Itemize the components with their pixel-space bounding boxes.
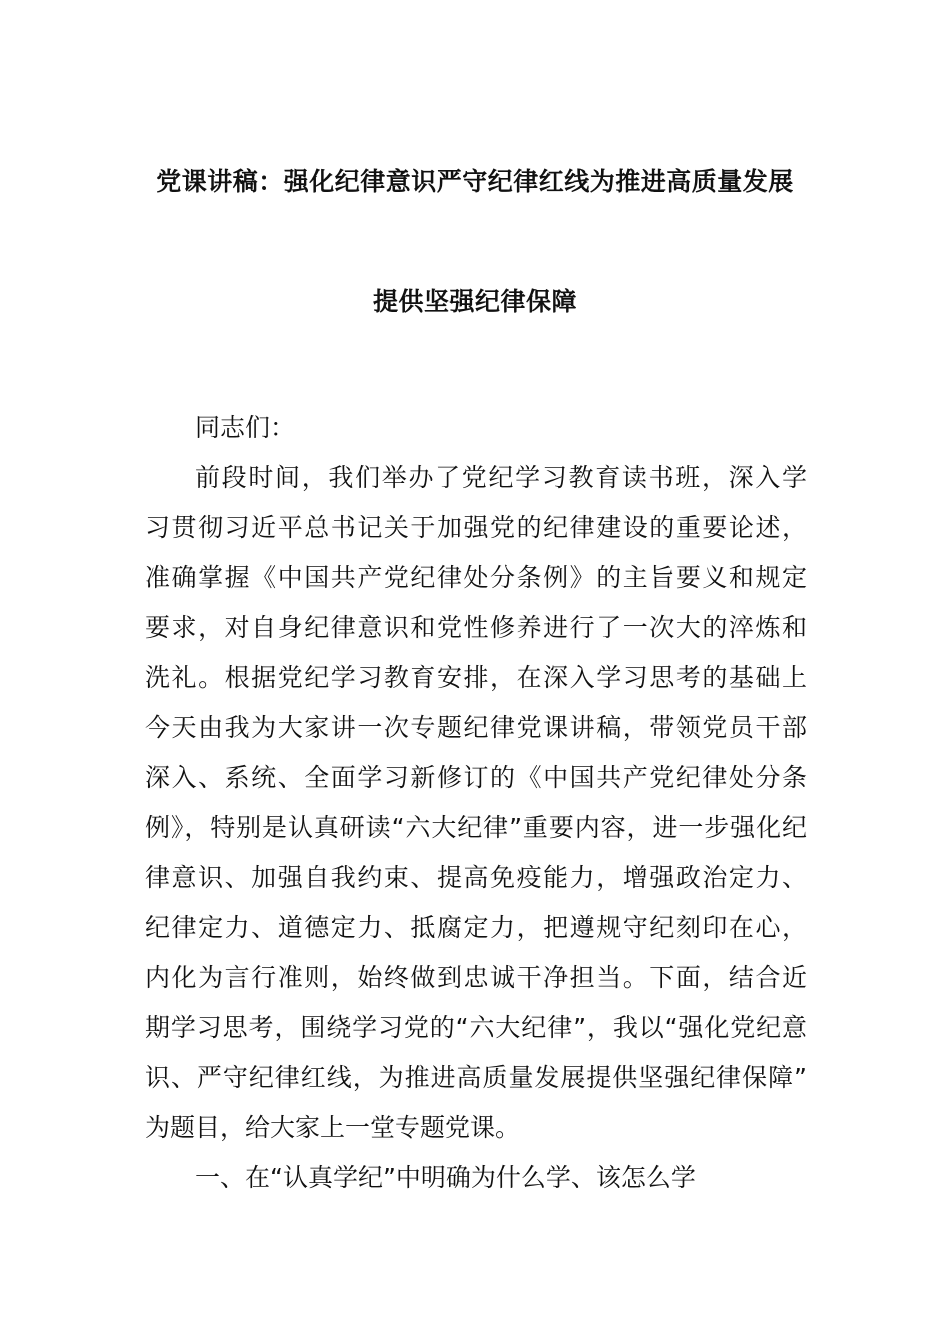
paragraph-line: 洗礼。根据党纪学习教育安排，在深入学习思考的基础上: [145, 663, 807, 692]
paragraph-line: 深入、系统、全面学习新修订的《中国共产党纪律处分条: [145, 763, 807, 792]
paragraph-line: 期学习思考，围绕学习党的“六大纪律”，我以“强化党纪意: [145, 1013, 807, 1042]
paragraph-line: 准确掌握《中国共产党纪律处分条例》的主旨要义和规定: [145, 563, 807, 592]
paragraph-line: 律意识、加强自我约束、提高免疫能力，增强政治定力、: [145, 863, 807, 892]
document-title-line-1: 党课讲稿：强化纪律意识严守纪律红线为推进高质量发展: [156, 167, 794, 196]
body-paragraph: [145, 453, 807, 1153]
paragraph-line: 今天由我为大家讲一次专题纪律党课讲稿，带领党员干部: [145, 713, 807, 742]
document-body: [145, 403, 807, 1203]
paragraph-line: 纪律定力、道德定力、抵腐定力，把遵规守纪刻印在心，: [145, 913, 807, 942]
paragraph-line: 内化为言行准则，始终做到忠诚干净担当。下面，结合近: [145, 963, 807, 992]
section-heading: 一、在“认真学纪”中明确为什么学、该怎么学: [195, 1163, 696, 1192]
document-title-line-2: 提供坚强纪律保障: [372, 287, 577, 316]
paragraph-line: 识、严守纪律红线，为推进高质量发展提供坚强纪律保障”: [145, 1063, 807, 1092]
paragraph-line: 为题目，给大家上一堂专题党课。: [145, 1113, 521, 1142]
paragraph-line: 例》，特别是认真研读“六大纪律”重要内容，进一步强化纪: [145, 813, 807, 842]
salutation: 同志们：: [195, 413, 296, 442]
paragraph-line: 要求，对自身纪律意识和党性修养进行了一次大的淬炼和: [145, 613, 807, 642]
paragraph-line: 前段时间，我们举办了党纪学习教育读书班，深入学: [195, 463, 807, 492]
paragraph-line: 习贯彻习近平总书记关于加强党的纪律建设的重要论述，: [145, 513, 807, 542]
